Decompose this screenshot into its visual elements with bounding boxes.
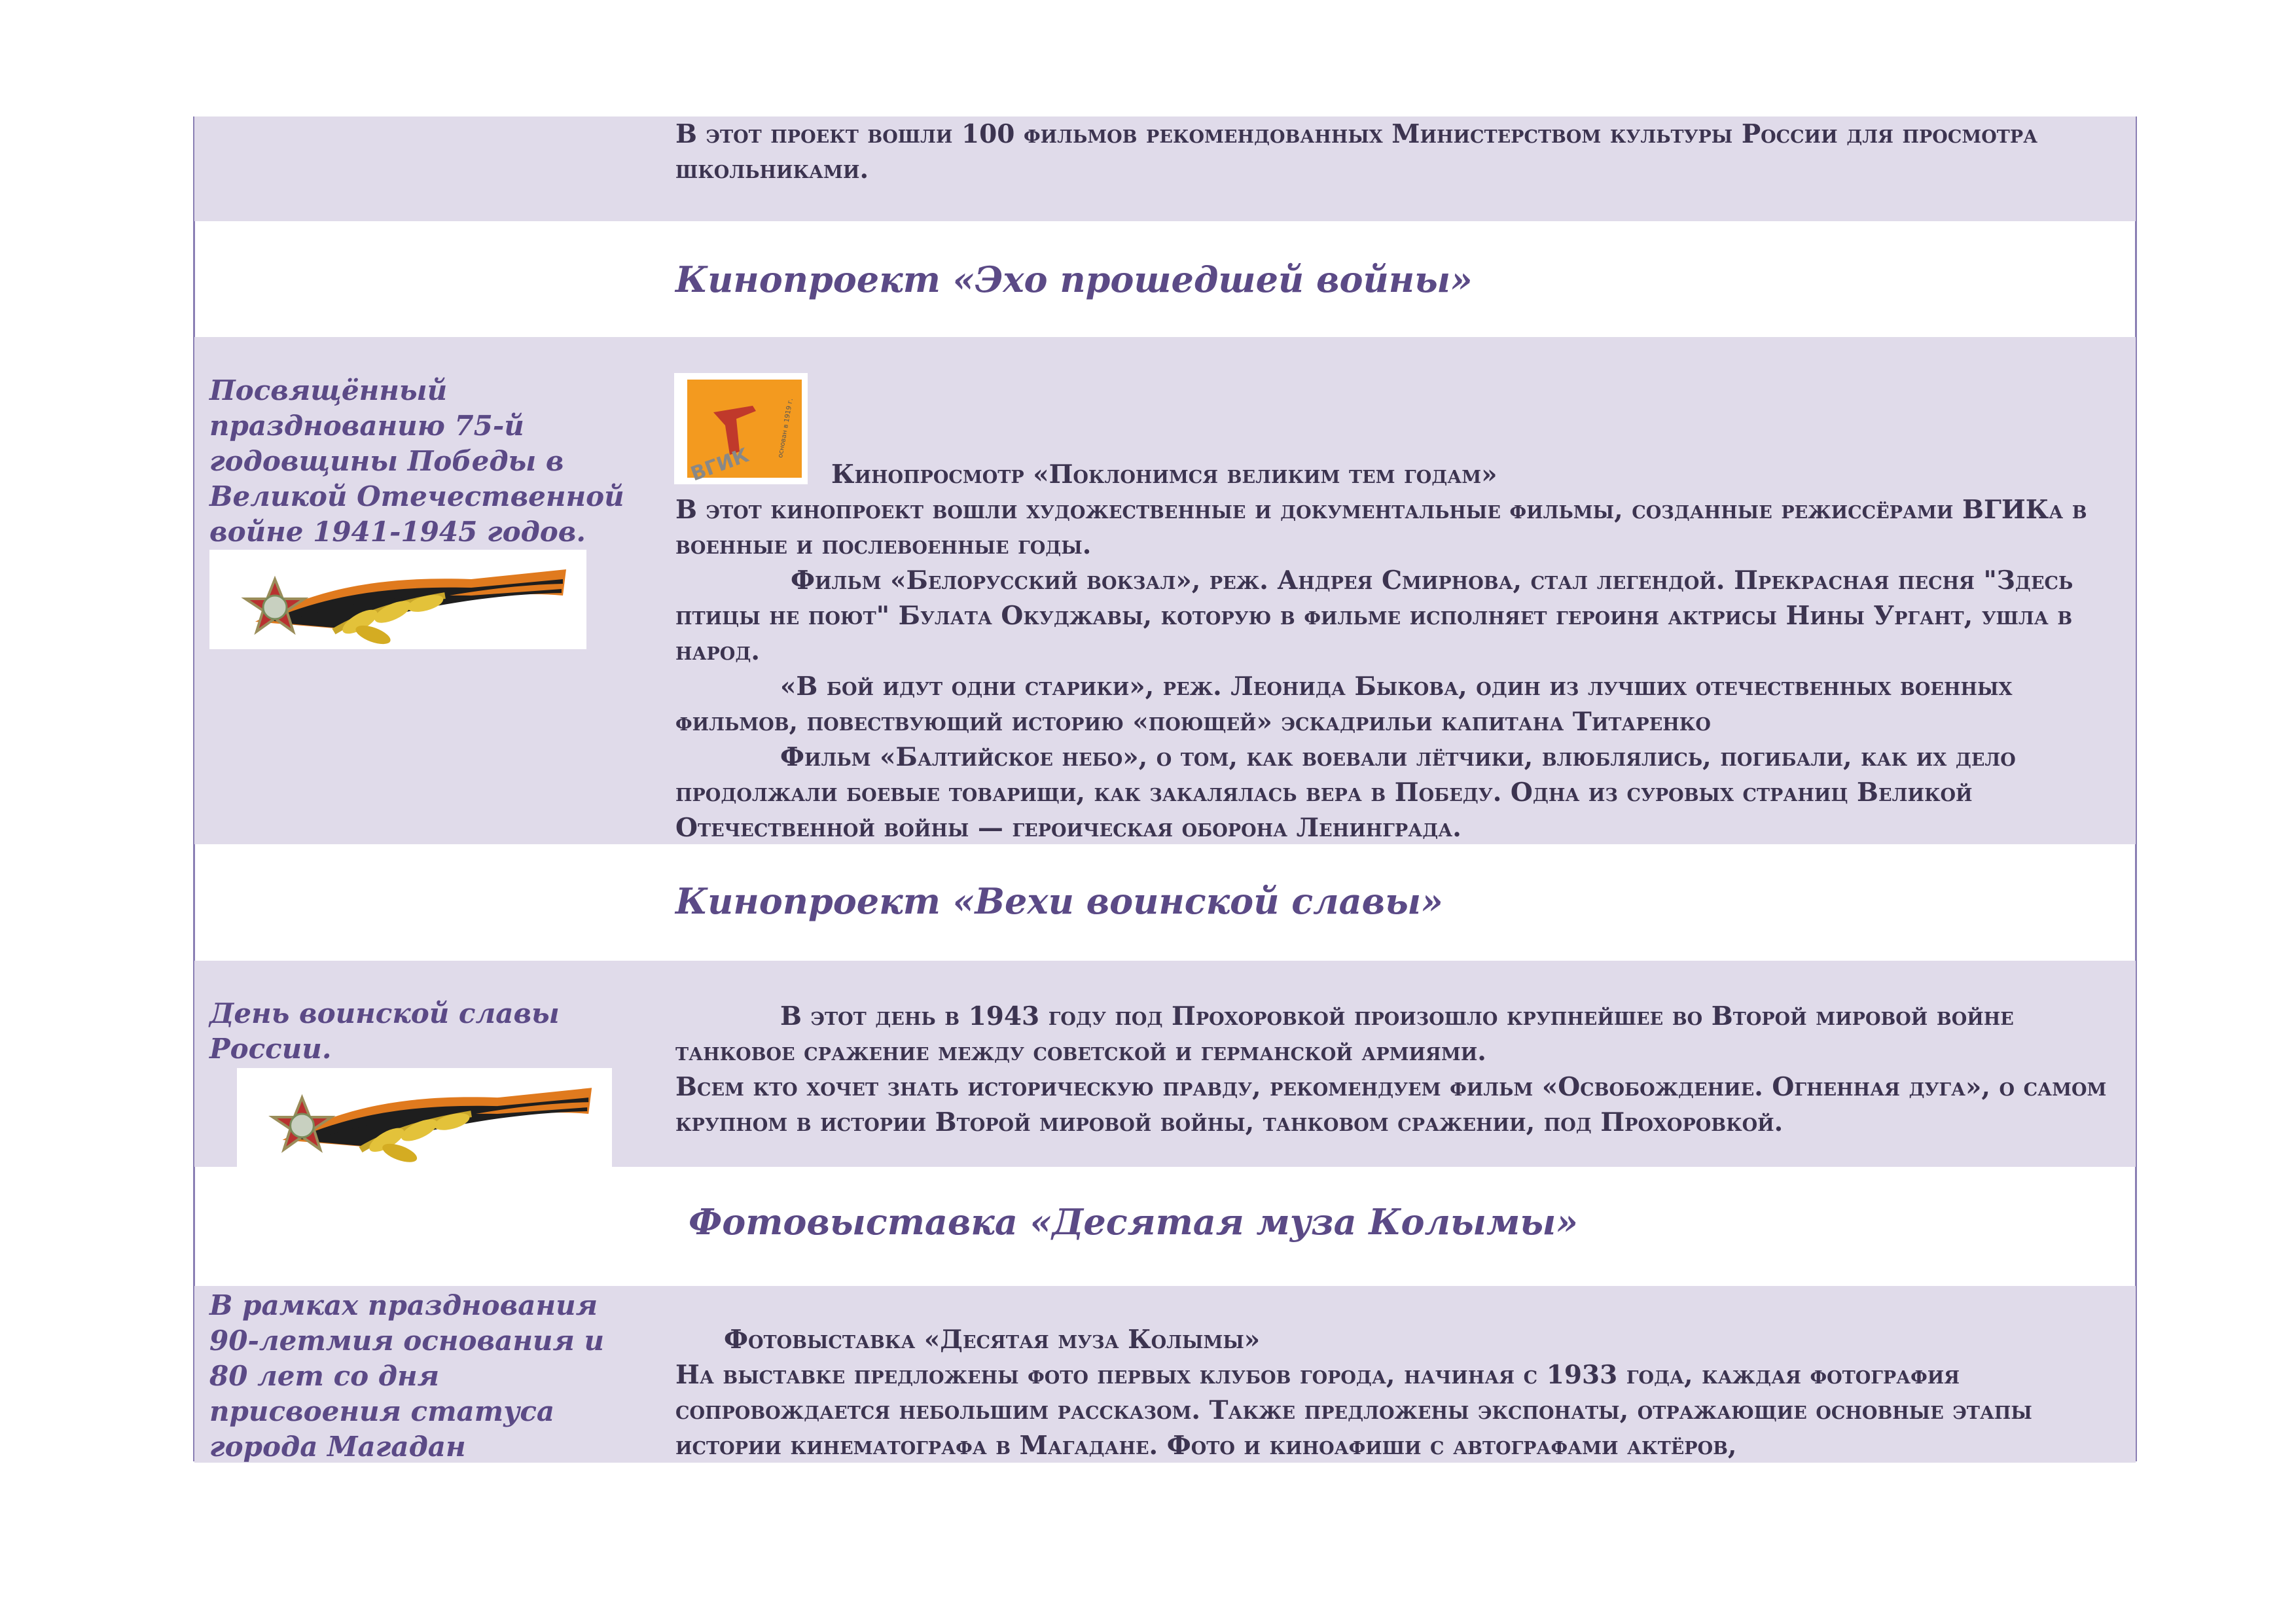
echo-paragraph-1: В этот кинопроект вошли художественные и документальные фильмы, созданные режиссёрами ВГИКа в военные и послевоенные годы.	[675, 495, 2087, 560]
intro-text: В этот проект вошли 100 фильмов рекомендованных Министерством культуры России для просмотра школьниками.	[675, 119, 2038, 185]
photo-left-text: В рамках празднования 90-летмия основания и 80 лет со дня присвоения статуса города Магадан	[209, 1289, 605, 1463]
glory-paragraph-1: В этот день в 1943 году под Прохоровкой произошло крупнейшее во Второй мировой войне танковое сражение между советской и германской армиями.	[675, 1001, 2014, 1067]
vgik-logo-caption: основан в 1919 г.	[777, 397, 795, 459]
glory-paragraph-2: Всем кто хочет знать историческую правду, рекомендуем фильм «Освобождение. Огненная дуга», о самом крупном в истории Второй мировой войны, танковом сражении, под Прохоровкой.	[675, 1072, 2107, 1137]
photo-content	[675, 1322, 2122, 1463]
echo-left-text: Посвящённый празднованию 75-й годовщины Победы в Великой Отечественной войне 1941-1945 годов.	[209, 374, 624, 548]
victory-ribbon-icon	[237, 1068, 612, 1168]
glory-left-text: День воинской славы России.	[209, 997, 560, 1065]
section-title-glory: Кинопроект «Вехи воинской славы»	[675, 880, 1443, 922]
echo-content	[675, 457, 2122, 846]
echo-paragraph-2: Фильм «Белорусский вокзал», реж. Андрея Смирнова, стал легендой. Прекрасная песня "Здесь птицы не поют" Булата Окуджавы, которую в фильме исполняет героиня актрисы Нины Ургант, ушла в народ.	[675, 565, 2073, 666]
vgik-logo-text: ВГИК	[687, 444, 752, 484]
photo-heading: Фотовыставка «Десятая муза Колымы»	[724, 1325, 1261, 1355]
photo-paragraph-1: На выставке предложены фото первых клубов города, начиная с 1933 года, каждая фотография сопровождается небольшим рассказом. Также предложены экспонаты, отражающие основные этапы истории кинематографа в Магадане. Фото и киноафиши с автографами актёров,	[675, 1360, 2032, 1461]
glory-content	[675, 999, 2122, 1140]
section-title-echo: Кинопроект «Эхо прошедшей войны»	[675, 259, 1473, 300]
echo-paragraph-3: «В бой идут одни старики», реж. Леонида Быкова, один из лучших отечественных военных фильмов, повествующий историю «поющей» эскадрильи капитана Титаренко	[675, 671, 2013, 737]
section-title-photo: Фотовыставка «Десятая муза Колымы»	[689, 1201, 1579, 1243]
victory-ribbon-icon	[209, 550, 586, 649]
echo-heading: Кинопросмотр «Поклонимся великим тем годам»	[831, 459, 1498, 490]
echo-paragraph-4: Фильм «Балтийское небо», о том, как воевали лётчики, влюблялись, погибали, как их дело продолжали боевые товарищи, как закалялась вера в Победу. Одна из суровых страниц Великой Отечественной войны — героическая оборона Ленинграда.	[675, 742, 2016, 843]
